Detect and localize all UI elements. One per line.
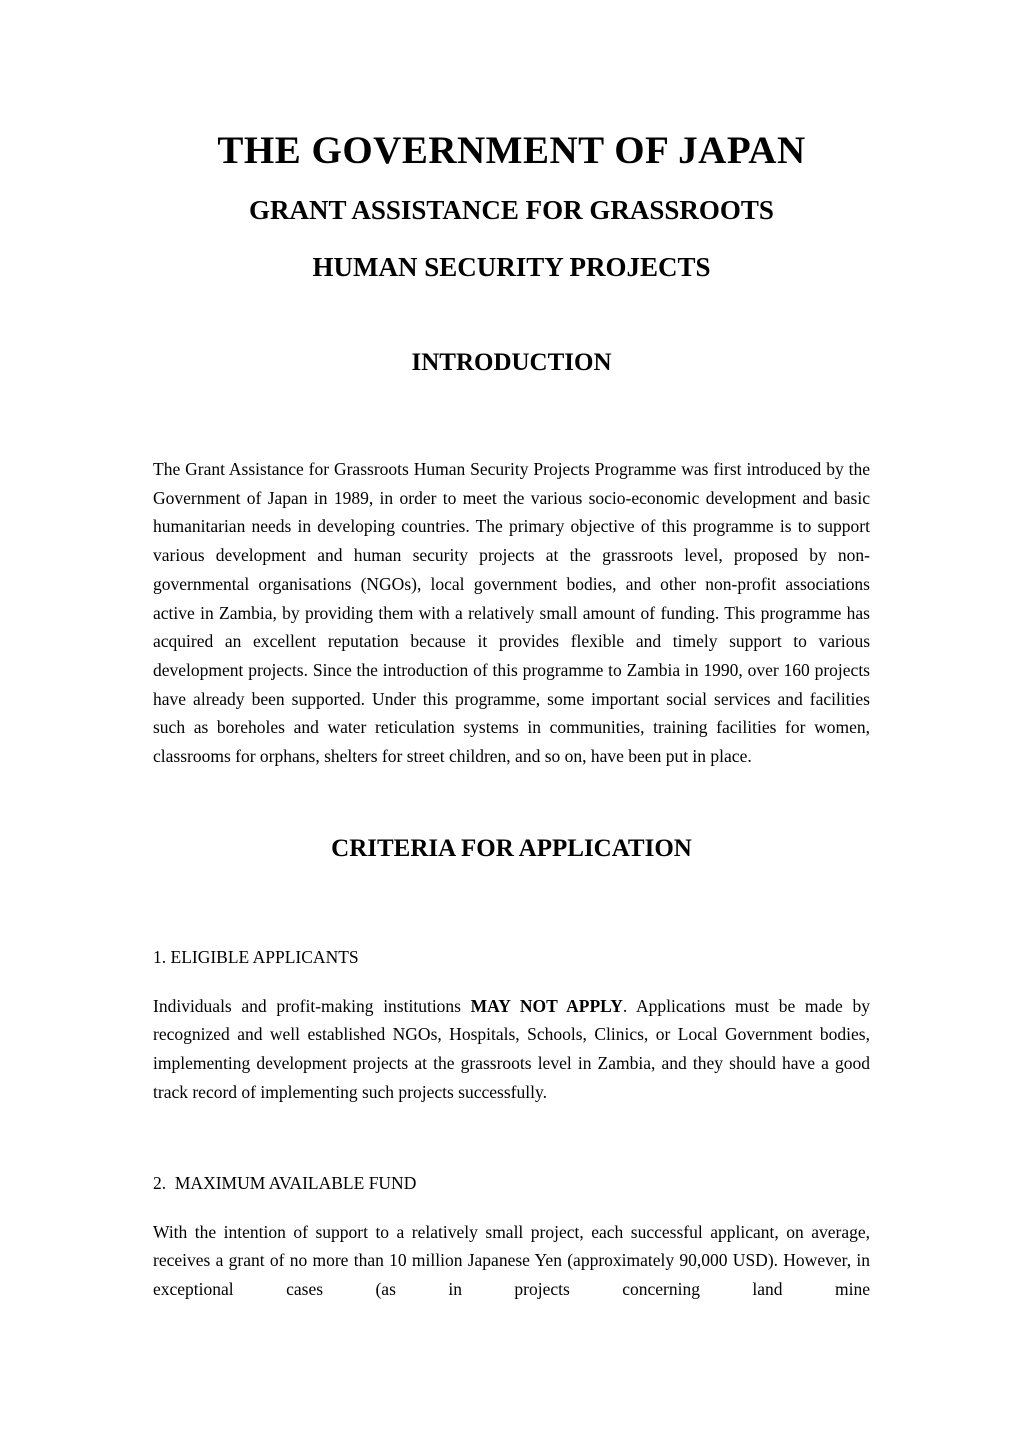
document-title: THE GOVERNMENT OF JAPAN — [217, 129, 806, 172]
may-not-apply-emphasis: MAY NOT APPLY — [470, 995, 623, 1016]
document-subtitle-line2: HUMAN SECURITY PROJECTS — [312, 252, 711, 282]
maximum-available-fund-paragraph: With the intention of support to a relatively small project, each successful applicant, on average, receives a grant of no more than 10 million Japanese Yen (approximately 90,000 USD). However, in exceptional cases (as in projects concerning land mine — [153, 1221, 870, 1299]
eligible-applicants-text-before: Individuals and profit-making institutions — [153, 995, 471, 1016]
document-subtitle-line1: GRANT ASSISTANCE FOR GRASSROOTS — [249, 195, 774, 225]
eligible-applicants-text-after: . Applications must be made by recognized and well established NGOs, Hospitals, Schools, Clinics, or Local Government bodies, implementing development projects at the grassroots level in Zambia, and they should have a good track record of implementing such projects successfully. — [153, 995, 870, 1102]
maximum-available-fund-heading: 2. MAXIMUM AVAILABLE FUND — [153, 1172, 417, 1193]
criteria-for-application-heading: CRITERIA FOR APPLICATION — [331, 834, 692, 862]
eligible-applicants-paragraph — [153, 992, 870, 1107]
introduction-paragraph: The Grant Assistance for Grassroots Human Security Projects Programme was first introduced by the Government of Japan in 1989, in order to meet the various socio-economic development and basic humanitarian needs in developing countries. The primary objective of this programme is to support various development and human security projects at the grassroots level, proposed by non-governmental organisations (NGOs), local government bodies, and other non-profit associations active in Zambia, by providing them with a relatively small amount of funding. This programme has acquired an excellent reputation because it provides flexible and timely support to various development projects. Since the introduction of this programme to Zambia in 1990, over 160 projects have already been supported. Under this programme, some important social services and facilities such as boreholes and water reticulation systems in communities, training facilities for women, classrooms for orphans, shelters for street children, and so on, have been put in place. — [153, 459, 870, 767]
eligible-applicants-heading: 1. ELIGIBLE APPLICANTS — [153, 946, 359, 967]
introduction-heading: INTRODUCTION — [411, 349, 612, 376]
